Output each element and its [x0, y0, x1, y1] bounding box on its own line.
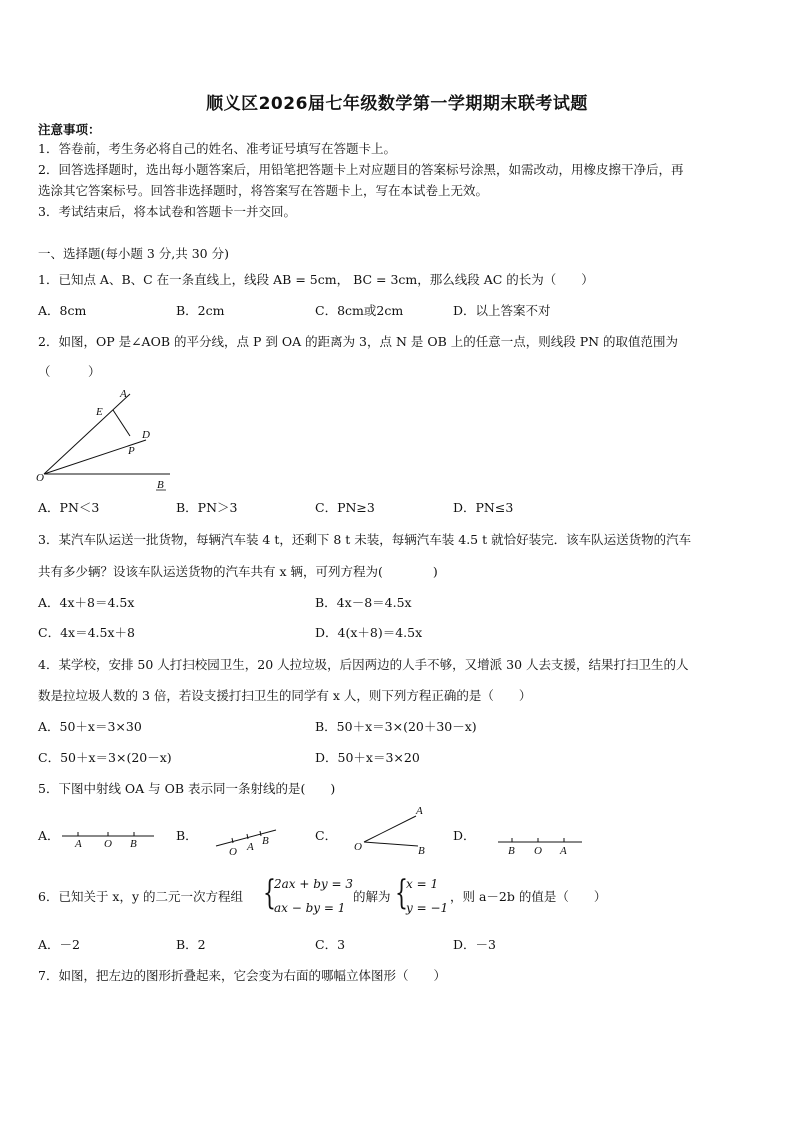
q5b-label-b: B — [262, 835, 269, 847]
q5b-label-o: O — [229, 846, 237, 858]
q4-option-b: B．50＋x＝3×(20＋30－x) — [315, 719, 477, 734]
q6-solution-y: y = −1 — [406, 901, 449, 915]
notice-item-3: 3．考试结束后，将本试卷和答题卡一并交回。 — [38, 204, 296, 219]
q3-option-c: C．4x＝4.5x＋8 — [38, 625, 135, 640]
q5-figure-d — [496, 834, 584, 858]
q5-figure-a — [60, 826, 156, 850]
notice-item-2: 2．回答选择题时，选出每小题答案后，用铅笔把答题卡上对应题目的答案标号涂黑，如需改动，用橡皮擦干净后，再 — [38, 162, 684, 177]
q1-option-b: B．2cm — [176, 303, 225, 318]
q5d-label-a: A — [560, 845, 567, 857]
q4-stem-line1: 4．某学校，安排 50 人打扫校园卫生，20 人拉垃圾，后因两边的人手不够，又增派 30 人去支援，结果打扫卫生的人 — [38, 657, 689, 672]
page-title: 顺义区2026届七年级数学第一学期期末联考试题 — [206, 94, 588, 114]
q4-option-a: A．50＋x＝3×30 — [38, 719, 142, 734]
q5a-label-a: A — [75, 838, 82, 850]
q2-angle-figure — [34, 386, 184, 494]
notice-item-2-cont: 选涂其它答案标号。回答非选择题时，将答案写在答题卡上，写在本试卷上无效。 — [38, 183, 489, 198]
q6-system-brace: { — [263, 873, 276, 913]
q5d-label-b: B — [508, 845, 515, 857]
label-o: O — [36, 472, 44, 484]
q5-option-b: B． — [176, 828, 198, 843]
q2-option-c: C．PN≥3 — [315, 500, 375, 515]
q5c-label-a: A — [416, 805, 423, 817]
q5c-label-b: B — [418, 845, 425, 857]
q4-option-c: C．50＋x＝3×(20－x) — [38, 750, 172, 765]
q5a-label-o: O — [104, 838, 112, 850]
q6-stem-post: ，则 a－2b 的值是（ ） — [450, 889, 607, 904]
q2-paren: （ ） — [38, 364, 101, 379]
q6-option-c: C．3 — [315, 937, 346, 952]
notice-heading: 注意事项： — [38, 122, 101, 137]
q5-option-c: C． — [315, 828, 338, 843]
q1-option-c: C．8cm或2cm — [315, 303, 404, 318]
q5-option-d: D． — [453, 828, 476, 843]
notice-item-1: 1．答卷前，考生务必将自己的姓名、准考证号填写在答题卡上。 — [38, 141, 396, 156]
q3-option-a: A．4x＋8＝4.5x — [38, 595, 135, 610]
q6-solution-x: x = 1 — [406, 877, 439, 891]
q6-system-eq2: ax − by = 1 — [274, 901, 346, 915]
q3-stem-line1: 3．某汽车队运送一批货物，每辆汽车装 4 t，还剩下 8 t 未装，每辆汽车装 4.5 t 就恰好装完．该车队运送货物的汽车 — [38, 532, 692, 547]
ray-oa — [44, 394, 130, 474]
q5b-label-a: A — [247, 841, 254, 853]
q6-stem-pre: 6．已知关于 x，y 的二元一次方程组 — [38, 889, 244, 904]
q1-option-a: A．8cm — [38, 303, 87, 318]
q6-stem-mid: 的解为 — [353, 889, 391, 904]
q3-option-b: B．4x－8＝4.5x — [315, 595, 412, 610]
q2-option-a: A．PN＜3 — [38, 500, 100, 515]
q1-option-d: D．以上答案不对 — [453, 303, 551, 318]
q5-option-a: A． — [38, 828, 60, 843]
q6-option-a: A．－2 — [38, 937, 80, 952]
section-heading: 一、选择题(每小题 3 分,共 30 分) — [38, 246, 229, 261]
label-p: P — [128, 445, 135, 457]
q6-option-b: B．2 — [176, 937, 206, 952]
label-e: E — [96, 406, 103, 418]
q3-option-d: D．4(x＋8)＝4.5x — [315, 625, 423, 640]
q5a-label-b: B — [130, 838, 137, 850]
q4-stem-line2: 数是拉垃圾人数的 3 倍，若设支援打扫卫生的同学有 x 人，则下列方程正确的是（ ） — [38, 688, 532, 703]
label-d: D — [142, 429, 150, 441]
q3-stem-line2: 共有多少辆？设该车队运送货物的汽车共有 x 辆，可列方程为( ) — [38, 564, 438, 579]
q5-stem: 5．下图中射线 OA 与 OB 表示同一条射线的是( ) — [38, 781, 336, 796]
q7-stem: 7．如图，把左边的图形折叠起来，它会变为右面的哪幅立体图形（ ） — [38, 968, 446, 983]
perpendicular-pe — [113, 410, 130, 436]
q5d-label-o: O — [534, 845, 542, 857]
q5-figure-b — [214, 824, 280, 858]
label-b: B — [157, 479, 164, 491]
q2-option-b: B．PN＞3 — [176, 500, 238, 515]
q1-stem: 1．已知点 A、B、C 在一条直线上，线段 AB = 5cm， BC = 3cm，那么线段 AC 的长为（ ） — [38, 272, 594, 287]
q5-figure-c — [350, 804, 434, 857]
q4-option-d: D．50＋x＝3×20 — [315, 750, 420, 765]
q5c-label-o: O — [354, 841, 362, 853]
q2-option-d: D．PN≤3 — [453, 500, 514, 515]
q6-solution-brace: { — [395, 873, 408, 913]
q6-option-d: D．－3 — [453, 937, 496, 952]
label-a: A — [120, 388, 127, 400]
q6-system-eq1: 2ax + by = 3 — [274, 877, 354, 891]
q2-stem: 2．如图，OP 是∠AOB 的平分线，点 P 到 OA 的距离为 3，点 N 是 OB 上的任意一点，则线段 PN 的取值范围为 — [38, 334, 679, 349]
